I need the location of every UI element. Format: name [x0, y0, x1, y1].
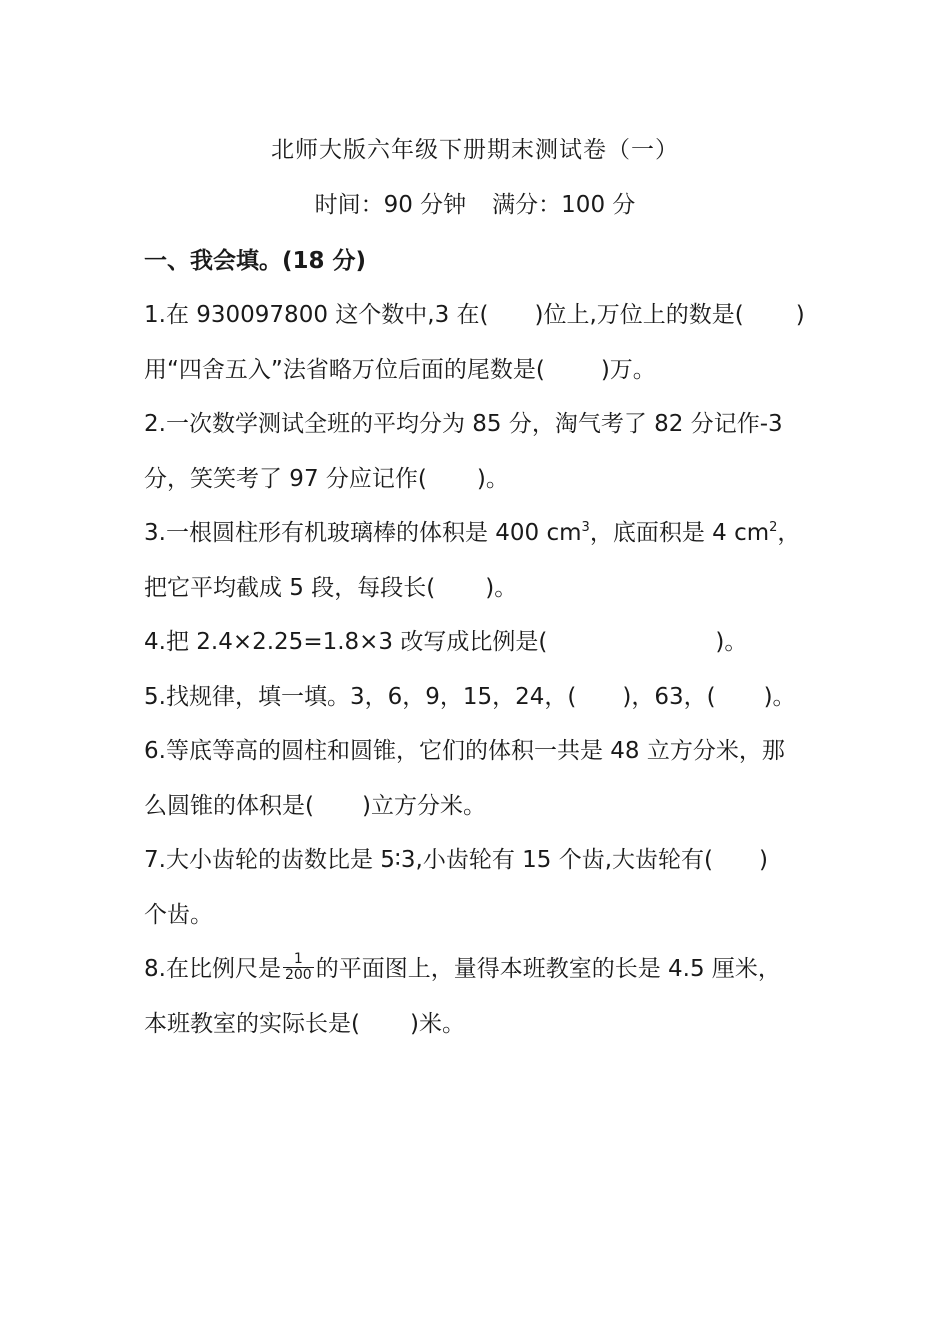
question-2-line-1: 2.一次数学测试全班的平均分为 85 分，淘气考了 82 分记作-3	[144, 411, 783, 437]
question-1-line-2: 用“四舍五入”法省略万位后面的尾数是( )万。	[144, 357, 656, 383]
exam-title: 北师大版六年级下册期末测试卷（一）	[271, 137, 679, 163]
question-2-line-2: 分，笑笑考了 97 分应记作( )。	[144, 466, 509, 492]
question-4: 4.把 2.4×2.25=1.8×3 改写成比例是( )。	[144, 629, 748, 655]
question-6-line-1: 6.等底等高的圆柱和圆锥，它们的体积一共是 48 立方分米，那	[144, 738, 785, 764]
scale-fraction: $\frac{1}{200}$	[284, 951, 312, 983]
exam-subtitle	[0, 187, 950, 223]
score-label: 满分：100 分	[492, 192, 636, 218]
question-8-line-1: 8.在比例尺是 $\frac{1}{200}$ 的平面图上，量得本班教室的长是 4.5 厘米，	[144, 951, 781, 983]
section-heading: 一、我会填。(18 分)	[144, 248, 367, 274]
question-8-line-2: 本班教室的实际长是( )米。	[144, 1011, 465, 1037]
question-7-line-1: 7.大小齿轮的齿数比是 5∶3,小齿轮有 15 个齿,大齿轮有( )	[144, 847, 768, 873]
time-label: 时间：90 分钟	[314, 192, 467, 218]
question-6-line-2: 么圆锥的体积是( )立方分米。	[144, 793, 486, 819]
question-1-line-1: 1.在 930097800 这个数中,3 在( )位上,万位上的数是( )	[144, 302, 805, 328]
question-3-line-1: 3.一根圆柱形有机玻璃棒的体积是 400 $cm^3$，底面积是 4 $cm^2$，	[144, 520, 801, 546]
question-5: 5.找规律，填一填。3，6，9，15，24，( )，63，( )。	[144, 684, 796, 710]
question-7-line-2: 个齿。	[144, 902, 213, 928]
question-3-line-2: 把它平均截成 5 段，每段长( )。	[144, 575, 518, 601]
